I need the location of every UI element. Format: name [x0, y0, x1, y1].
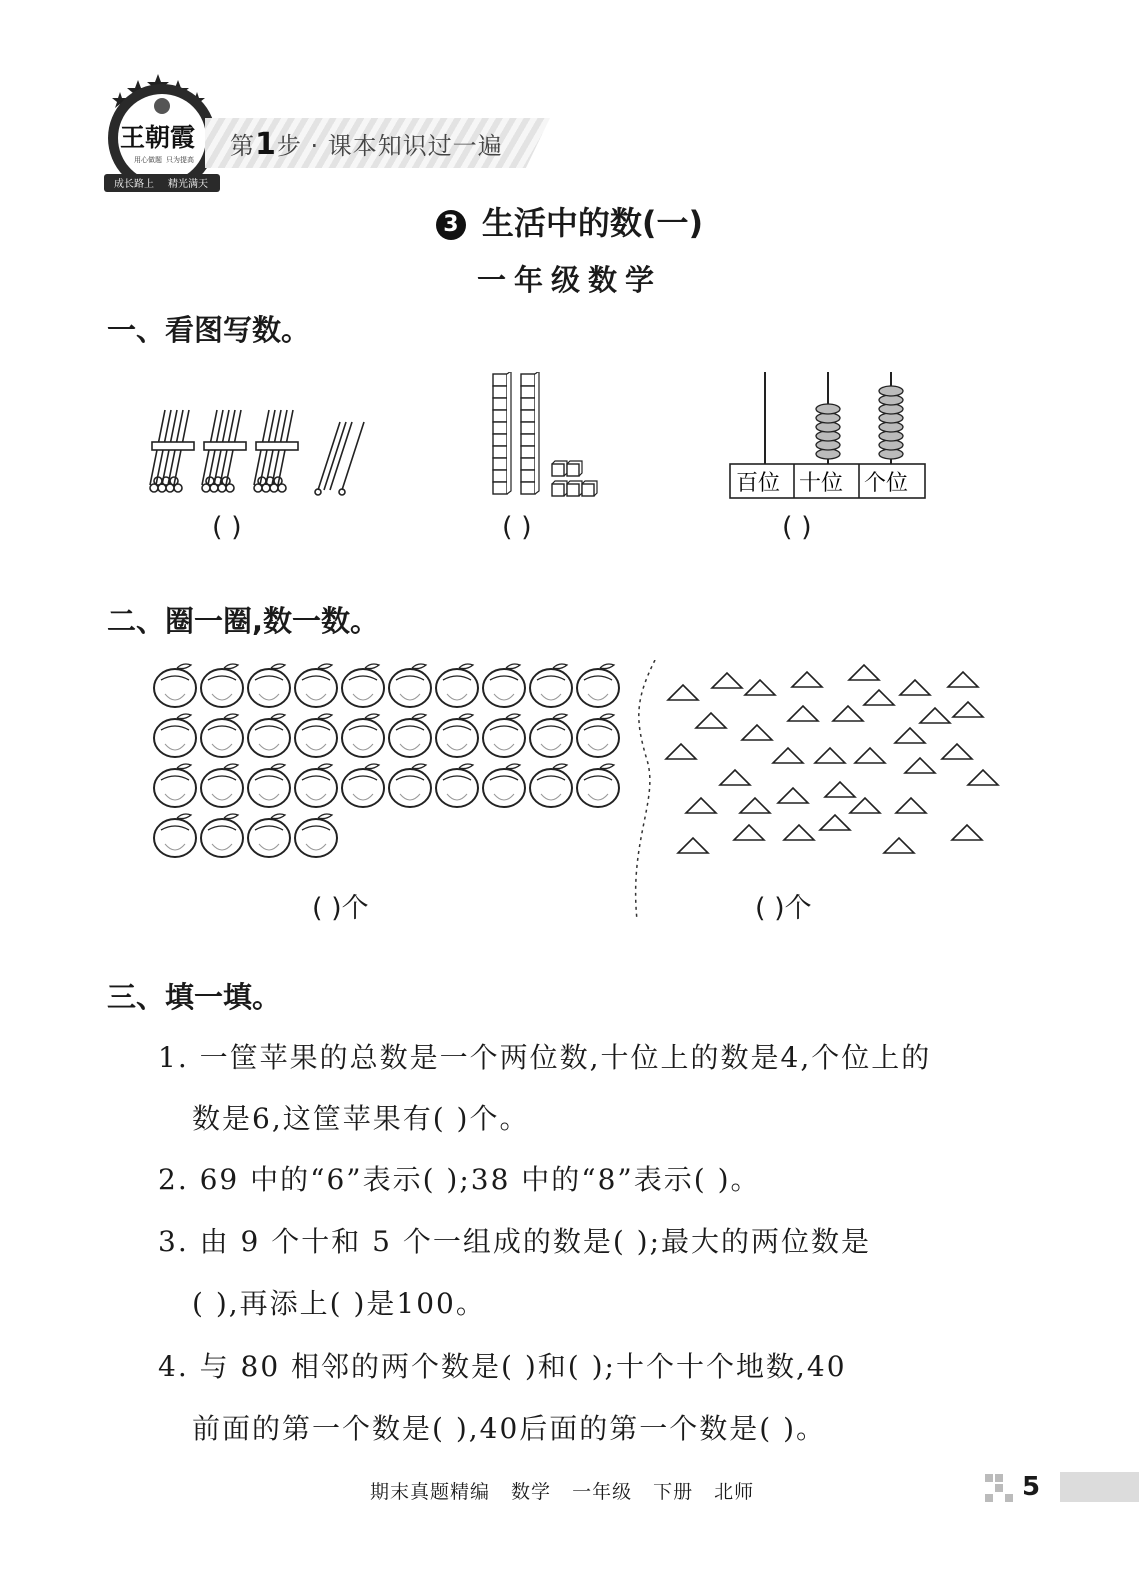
triangle — [742, 725, 772, 740]
question-3-line-1: 3. 由 9 个十和 5 个一组成的数是( );最大的两位数是 — [158, 1225, 872, 1258]
apple — [436, 764, 478, 807]
abacus-figure — [725, 370, 930, 505]
lesson-subtitle: 一年级数学 — [476, 263, 662, 297]
triangle — [833, 706, 863, 721]
triangle — [696, 713, 726, 728]
page-number: 5 — [1022, 1472, 1041, 1502]
question-2: 2. 69 中的“6”表示( );38 中的“8”表示( )。 — [158, 1163, 761, 1196]
triangle — [864, 690, 894, 705]
triangles-figure — [660, 655, 1010, 865]
abacus-bead — [879, 386, 903, 396]
stick-bundles-figure — [140, 400, 380, 500]
loose-sticks — [315, 422, 364, 495]
apples-figure — [150, 660, 640, 870]
step-suffix: 步 · 课本知识过一遍 — [276, 132, 503, 160]
triangle — [953, 702, 983, 717]
section3-heading: 三、填一填。 — [107, 980, 282, 1014]
triangle — [820, 815, 850, 830]
apple — [483, 664, 525, 707]
page-corner-squares — [985, 1474, 1015, 1502]
apple — [154, 714, 196, 757]
logo-text: 王朝霞 — [120, 123, 196, 152]
stick-bundle — [150, 410, 194, 492]
abacus-label-ones: 个位 — [864, 471, 909, 496]
step-banner-text — [230, 126, 503, 162]
apple — [342, 714, 384, 757]
apple — [483, 764, 525, 807]
triangle — [825, 782, 855, 797]
triangle — [734, 825, 764, 840]
apple — [248, 764, 290, 807]
triangle — [895, 728, 925, 743]
footer-text: 期末真题精编 数学 一年级 下册 北师 — [370, 1481, 755, 1503]
step-number: 1 — [255, 127, 277, 162]
triangle — [968, 770, 998, 785]
answer-blank-triangles[interactable]: ( )个 — [755, 893, 812, 924]
question-1-line-2: 数是6,这筐苹果有( )个。 — [192, 1102, 530, 1135]
triangle — [896, 798, 926, 813]
triangle — [778, 788, 808, 803]
apple — [342, 764, 384, 807]
apple — [201, 714, 243, 757]
question-1-line-1: 1. 一筐苹果的总数是一个两位数,十位上的数是4,个位上的 — [158, 1041, 932, 1074]
question-4-line-2: 前面的第一个数是( ),40后面的第一个数是( )。 — [192, 1412, 827, 1445]
apple — [154, 814, 196, 857]
apple — [530, 664, 572, 707]
triangle — [666, 744, 696, 759]
logo-slogan-2: 精光满天 — [168, 179, 208, 190]
stick-bundle — [202, 410, 246, 492]
lesson-number-badge: 3 — [436, 210, 466, 240]
stick-bundle — [254, 410, 298, 492]
abacus-label-tens: 十位 — [799, 471, 844, 496]
page-number-bar — [1060, 1472, 1139, 1502]
apple — [483, 714, 525, 757]
triangle — [952, 825, 982, 840]
triangle — [678, 838, 708, 853]
triangle — [850, 798, 880, 813]
question-4-line-1: 4. 与 80 相邻的两个数是( )和( );十个十个地数,40 — [158, 1350, 847, 1383]
apple — [248, 714, 290, 757]
lesson-title — [0, 198, 1139, 244]
answer-blank-sticks[interactable]: ( ) — [212, 512, 242, 543]
answer-blank-blocks[interactable]: ( ) — [502, 512, 532, 543]
apple — [201, 664, 243, 707]
apple — [248, 664, 290, 707]
apple — [201, 814, 243, 857]
triangle — [905, 758, 935, 773]
triangle — [720, 770, 750, 785]
apple — [389, 714, 431, 757]
triangle — [788, 706, 818, 721]
triangle — [855, 748, 885, 763]
triangle — [740, 798, 770, 813]
apple — [248, 814, 290, 857]
unit-cube — [552, 461, 567, 476]
apple — [436, 714, 478, 757]
answer-blank-abacus[interactable]: ( ) — [782, 512, 812, 543]
ones-beads — [879, 386, 903, 459]
abacus-label-hundreds: 百位 — [736, 471, 781, 496]
unit-cube — [567, 461, 582, 476]
unit-cube — [567, 481, 582, 496]
triangle — [784, 825, 814, 840]
triangle — [942, 744, 972, 759]
apple — [154, 764, 196, 807]
triangle — [686, 798, 716, 813]
triangle — [712, 673, 742, 688]
apple — [295, 714, 337, 757]
apple — [154, 664, 196, 707]
abacus-bead — [816, 404, 840, 414]
apple — [295, 764, 337, 807]
apple — [295, 814, 337, 857]
triangle — [948, 672, 978, 687]
apple — [577, 664, 619, 707]
apple — [201, 764, 243, 807]
question-3-line-2: ( ),再添上( )是100。 — [192, 1287, 486, 1320]
logo-motto-left: 用心做题 — [134, 156, 162, 164]
logo-motto-right: 只为提高 — [166, 156, 194, 164]
ten-rod — [521, 372, 539, 494]
apple — [577, 714, 619, 757]
triangle — [849, 665, 879, 680]
tens-beads — [816, 404, 840, 459]
step-prefix: 第 — [230, 132, 255, 160]
triangle — [668, 685, 698, 700]
triangle — [900, 680, 930, 695]
base-ten-blocks-figure — [485, 372, 615, 502]
triangle — [773, 748, 803, 763]
logo-slogan-1: 成长路上 — [114, 179, 154, 190]
apple — [389, 664, 431, 707]
answer-blank-apples[interactable]: ( )个 — [312, 893, 369, 924]
divider-dotted-line — [625, 660, 665, 920]
lesson-title-text: 生活中的数(一) — [481, 204, 704, 242]
triangle — [745, 680, 775, 695]
triangle — [815, 748, 845, 763]
ten-rod — [493, 372, 511, 494]
apple — [436, 664, 478, 707]
apple — [577, 764, 619, 807]
triangle — [792, 672, 822, 687]
triangle — [920, 708, 950, 723]
unit-cube — [552, 481, 567, 496]
triangle — [884, 838, 914, 853]
apple — [530, 764, 572, 807]
unit-cube — [582, 481, 597, 496]
apple — [530, 714, 572, 757]
apple — [295, 664, 337, 707]
apple — [389, 764, 431, 807]
section2-heading: 二、圈一圈,数一数。 — [107, 604, 380, 638]
apple — [342, 664, 384, 707]
section1-heading: 一、看图写数。 — [107, 313, 311, 347]
